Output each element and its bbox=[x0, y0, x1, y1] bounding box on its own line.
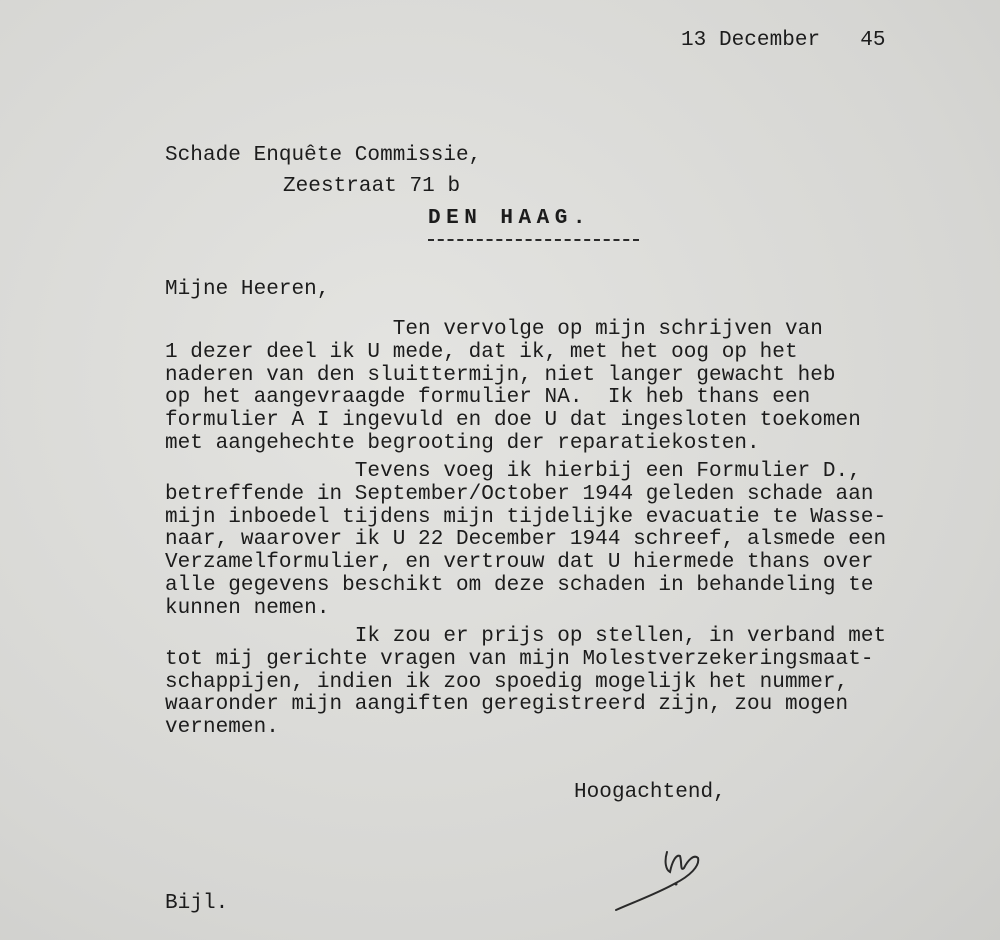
handwritten-signature bbox=[612, 832, 712, 912]
date-day-month: 13 December bbox=[681, 29, 821, 52]
body-paragraph-2: Tevens voeg ik hierbij een Formulier D., betreffende in September/October 1944 geleden schade aan mijn inboedel tijdens mijn tijdelijke evacuatie te Wasse- naar, waarover ik U 22 December 1944 schreef, alsmede een Verzamelformulier, en vertrouw dat U hiermede thans over alle gegevens beschikt om deze schaden in behandeling te kunnen nemen. bbox=[165, 460, 887, 620]
date-year: 45 bbox=[860, 29, 886, 52]
enclosure-note: Bijl. bbox=[165, 892, 229, 915]
salutation: Mijne Heeren, bbox=[165, 278, 330, 301]
body-paragraph-3: Ik zou er prijs op stellen, in verband met tot mij gerichte vragen van mijn Molestverzekeringsmaat- schappijen, indien ik zoo spoedig mogelijk het nummer, waaronder mijn aangiften geregistreerd zijn, zou mogen vernemen. bbox=[165, 625, 887, 740]
recipient-name: Schade Enquête Commissie, bbox=[165, 144, 482, 167]
recipient-street: Zeestraat 71 b bbox=[283, 175, 461, 198]
letter-date bbox=[681, 30, 886, 53]
body-paragraph-1: Ten vervolge op mijn schrijven van 1 dezer deel ik U mede, dat ik, met het oog op het naderen van den sluittermijn, niet langer gewacht heb op het aangevraagde formulier NA. Ik heb thans een formulier A I ingevuld en doe U dat ingesloten toekomen met aangehechte begrooting der reparatiekosten. bbox=[165, 318, 861, 455]
city-underline bbox=[428, 239, 639, 241]
recipient-city: DEN HAAG. bbox=[428, 207, 591, 230]
closing: Hoogachtend, bbox=[574, 781, 726, 804]
